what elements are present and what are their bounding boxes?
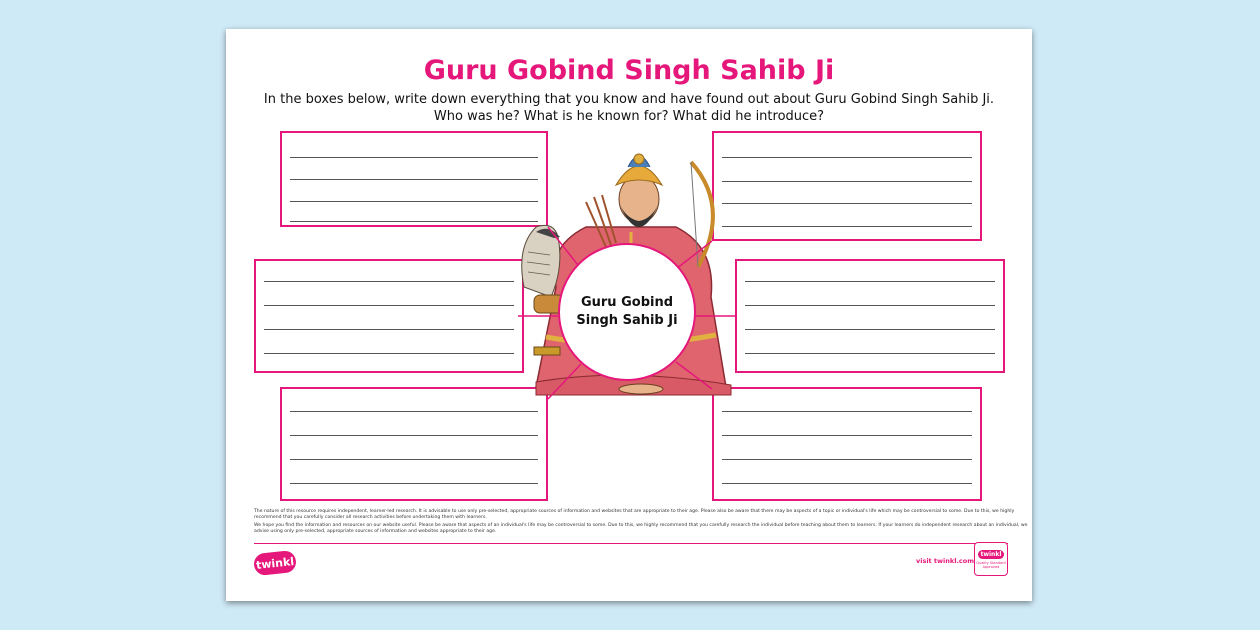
answer-box-top-right[interactable] bbox=[712, 131, 982, 241]
answer-box-top-left[interactable] bbox=[280, 131, 548, 227]
twinkl-logo[interactable]: twinkl bbox=[253, 550, 297, 576]
answer-box-bottom-left[interactable] bbox=[280, 387, 548, 501]
answer-box-bottom-right[interactable] bbox=[712, 387, 982, 501]
badge-brand: twinkl bbox=[978, 550, 1005, 559]
answer-box-middle-left[interactable] bbox=[254, 259, 524, 373]
visit-link[interactable]: visit twinkl.com bbox=[916, 557, 975, 565]
answer-box-middle-right[interactable] bbox=[735, 259, 1005, 373]
badge-subtext: Quality Standard Approved bbox=[976, 560, 1006, 569]
center-label: Guru Gobind Singh Sahib Ji bbox=[576, 295, 678, 328]
worksheet-page bbox=[226, 29, 1032, 601]
disclaimer-text-1: The nature of this resource requires independent, learner-led research. It is advisable to use only pre-selected, appropriate sources of information and websites that are appropriate to their age. Please also be aware that there may be aspects of a topic or individual's life which may be controversial to some. Due to this, we highly recommend that you carefully consider all research activities before undertaking them with learners. bbox=[254, 509, 1015, 520]
footer-divider bbox=[254, 543, 1008, 544]
center-circle bbox=[558, 243, 696, 381]
worksheet-title: Guru Gobind Singh Sahib Ji bbox=[423, 55, 835, 86]
worksheet-instructions: In the boxes below, write down everything that you know and have found out about Guru Gobind Singh Sahib Ji. Who was he? What is he known for? What did he introduce? bbox=[263, 92, 995, 124]
disclaimer-text-2: We hope you find the information and resources on our website useful. Please be aware that aspects of an individual's life may be controversial to some. Due to this, we highly recommend that you carefully research the individual before teaching about them to learners. If your learners do independent research about an individual, we advise using only pre-selected, appropriate sources of information and websites appropriate to their age. bbox=[254, 523, 1028, 534]
quality-badge-icon bbox=[974, 542, 1008, 576]
